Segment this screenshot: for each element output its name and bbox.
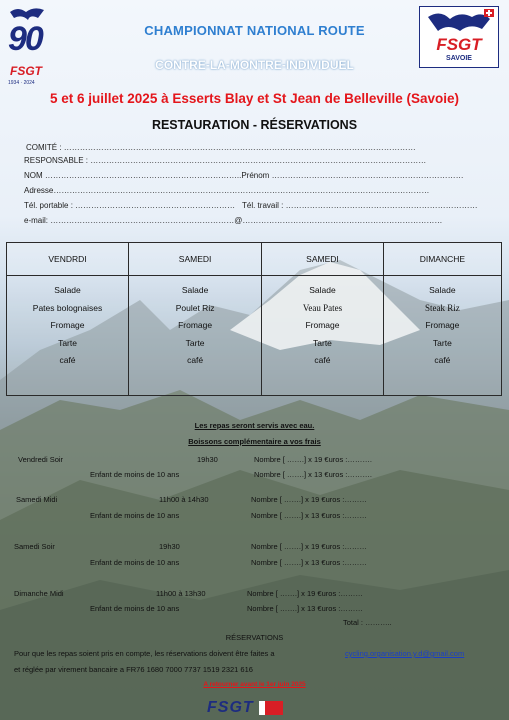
menu-item: Fromage: [305, 320, 340, 330]
meal-label: Dimanche Midi: [14, 589, 64, 598]
page-subtitle: CONTRE-LA-MONTRE-INDIVIDUEL: [155, 58, 354, 72]
menu-day-header: SAMEDI: [129, 243, 262, 276]
logo-fsgt-text: FSGT: [10, 64, 42, 78]
menu-table: [6, 242, 502, 396]
form-comite[interactable]: COMITÉ : ……………………………………………………………………………………………………………………: [26, 143, 416, 152]
menu-item: café: [314, 355, 331, 365]
menu-item: Tarte: [432, 337, 452, 348]
menu-column-vendredi: [7, 276, 129, 396]
menu-header-row: [7, 243, 502, 276]
meal-adult-count[interactable]: Nombre [ …….] x 19 €uros :………: [251, 542, 367, 551]
reservations-heading: RÉSERVATIONS: [225, 633, 284, 642]
form-responsable[interactable]: RESPONSABLE : ………………………………………………………………………………………………………………: [24, 156, 427, 165]
form-adresse[interactable]: Adresse……………………………………………………………………………………………………………………………: [24, 186, 430, 195]
drinks-note: Boissons complémentaire a vos frais: [188, 437, 321, 446]
menu-item: Salade: [54, 285, 81, 295]
menu-item: Poulet Riz: [175, 302, 215, 313]
logo-fsgt-right-text: FSGT: [436, 35, 482, 54]
logo-years: 1934 · 2024: [8, 80, 35, 86]
meal-child-count[interactable]: Nombre [ …….] x 13 €uros :………: [251, 511, 367, 520]
logo-savoie-text: SAVOIE: [446, 55, 472, 62]
meal-time: 11h00 à 13h30: [156, 589, 206, 598]
payment-text: et réglée par virement bancaire a FR76 1680 7000 7737 1519 2321 616: [14, 665, 253, 674]
fsgt-footer-logo: [205, 699, 283, 717]
water-note: Les repas seront servis avec eau.: [194, 421, 315, 430]
section-title: RESTAURATION - RÉSERVATIONS: [151, 118, 358, 132]
meal-time: 19h30: [197, 455, 218, 464]
menu-item: Veau Pates: [302, 302, 343, 313]
meal-label: Samedi Soir: [14, 542, 55, 551]
form-tel-travail[interactable]: Tél. travail : ………………………………………………………………: [242, 201, 478, 210]
meal-child-count[interactable]: Nombre [ …….] x 13 €uros :………: [247, 604, 363, 613]
form-nom-prenom[interactable]: NOM ………………………………………………………………..Prénom ………………………………………………………………: [24, 171, 464, 180]
menu-item: Fromage: [50, 320, 85, 330]
fsgt-90-logo: [6, 6, 52, 88]
menu-column-dimanche: [383, 276, 501, 396]
menu-day-header: VENDRDI: [7, 243, 129, 276]
menu-item: Tarte: [313, 337, 332, 348]
reservations-text: Pour que les repas soient pris en compte, les réservations doivent être faites a: [14, 649, 275, 658]
form-tel-portable[interactable]: Tél. portable : ……………………………………………………: [24, 201, 236, 210]
menu-day-header: SAMEDI: [262, 243, 384, 276]
menu-item: Steak Riz: [425, 302, 460, 313]
meal-adult-count[interactable]: Nombre [ …….] x 19 €uros :………: [251, 495, 367, 504]
meal-time: 19h30: [159, 542, 180, 551]
menu-day-header: DIMANCHE: [383, 243, 501, 276]
deadline-text: A retourner avant le 1er juin 2025: [203, 681, 306, 688]
menu-item: Tarte: [58, 337, 77, 348]
menu-item: Tarte: [185, 337, 205, 348]
meal-child-label: Enfant de moins de 10 ans: [90, 558, 180, 567]
menu-item: Salade: [181, 285, 209, 295]
meal-child-label: Enfant de moins de 10 ans: [90, 604, 180, 613]
footer-logo-text: FSGT: [207, 699, 254, 716]
menu-item: café: [434, 355, 451, 365]
menu-item: Salade: [429, 285, 456, 295]
menu-item: café: [187, 355, 204, 365]
contact-email-link[interactable]: cycling.organisation.y.d@gmail.com: [345, 649, 465, 658]
meal-adult-count[interactable]: Nombre [ …….] x 19 €uros :……….: [254, 455, 372, 464]
menu-item: Fromage: [425, 320, 460, 330]
meal-child-count[interactable]: Nombre [ …….] x 13 €uros :………: [251, 558, 367, 567]
form-email[interactable]: e-mail: ……………………………………………………………@…………………………………………………………………: [24, 216, 443, 225]
meal-child-count[interactable]: Nombre [ …….] x 13 €uros :……….: [254, 470, 372, 479]
page-title: CHAMPIONNAT NATIONAL ROUTE: [144, 23, 365, 38]
meal-label: Vendredi Soir: [18, 455, 64, 464]
menu-item: café: [59, 355, 76, 365]
menu-column-samedi-midi: [129, 276, 262, 396]
total-field[interactable]: Total : ………..: [343, 618, 392, 627]
menu-column-samedi-soir: [262, 276, 384, 396]
event-dates: 5 et 6 juillet 2025 à Esserts Blay et St Jean de Belleville (Savoie): [50, 91, 459, 106]
meal-label: Samedi Midi: [16, 495, 58, 504]
menu-item: Salade: [309, 285, 336, 295]
menu-item: Fromage: [178, 320, 213, 330]
menu-items-row: [7, 276, 502, 396]
meal-child-label: Enfant de moins de 10 ans: [90, 470, 180, 479]
menu-item: Pates bolognaises: [32, 302, 103, 313]
logo-90-number: 90: [8, 20, 42, 58]
meal-child-label: Enfant de moins de 10 ans: [90, 511, 180, 520]
meal-time: 11h00 à 14h30: [159, 495, 209, 504]
meal-adult-count[interactable]: Nombre [ …….] x 19 €uros :………: [247, 589, 363, 598]
